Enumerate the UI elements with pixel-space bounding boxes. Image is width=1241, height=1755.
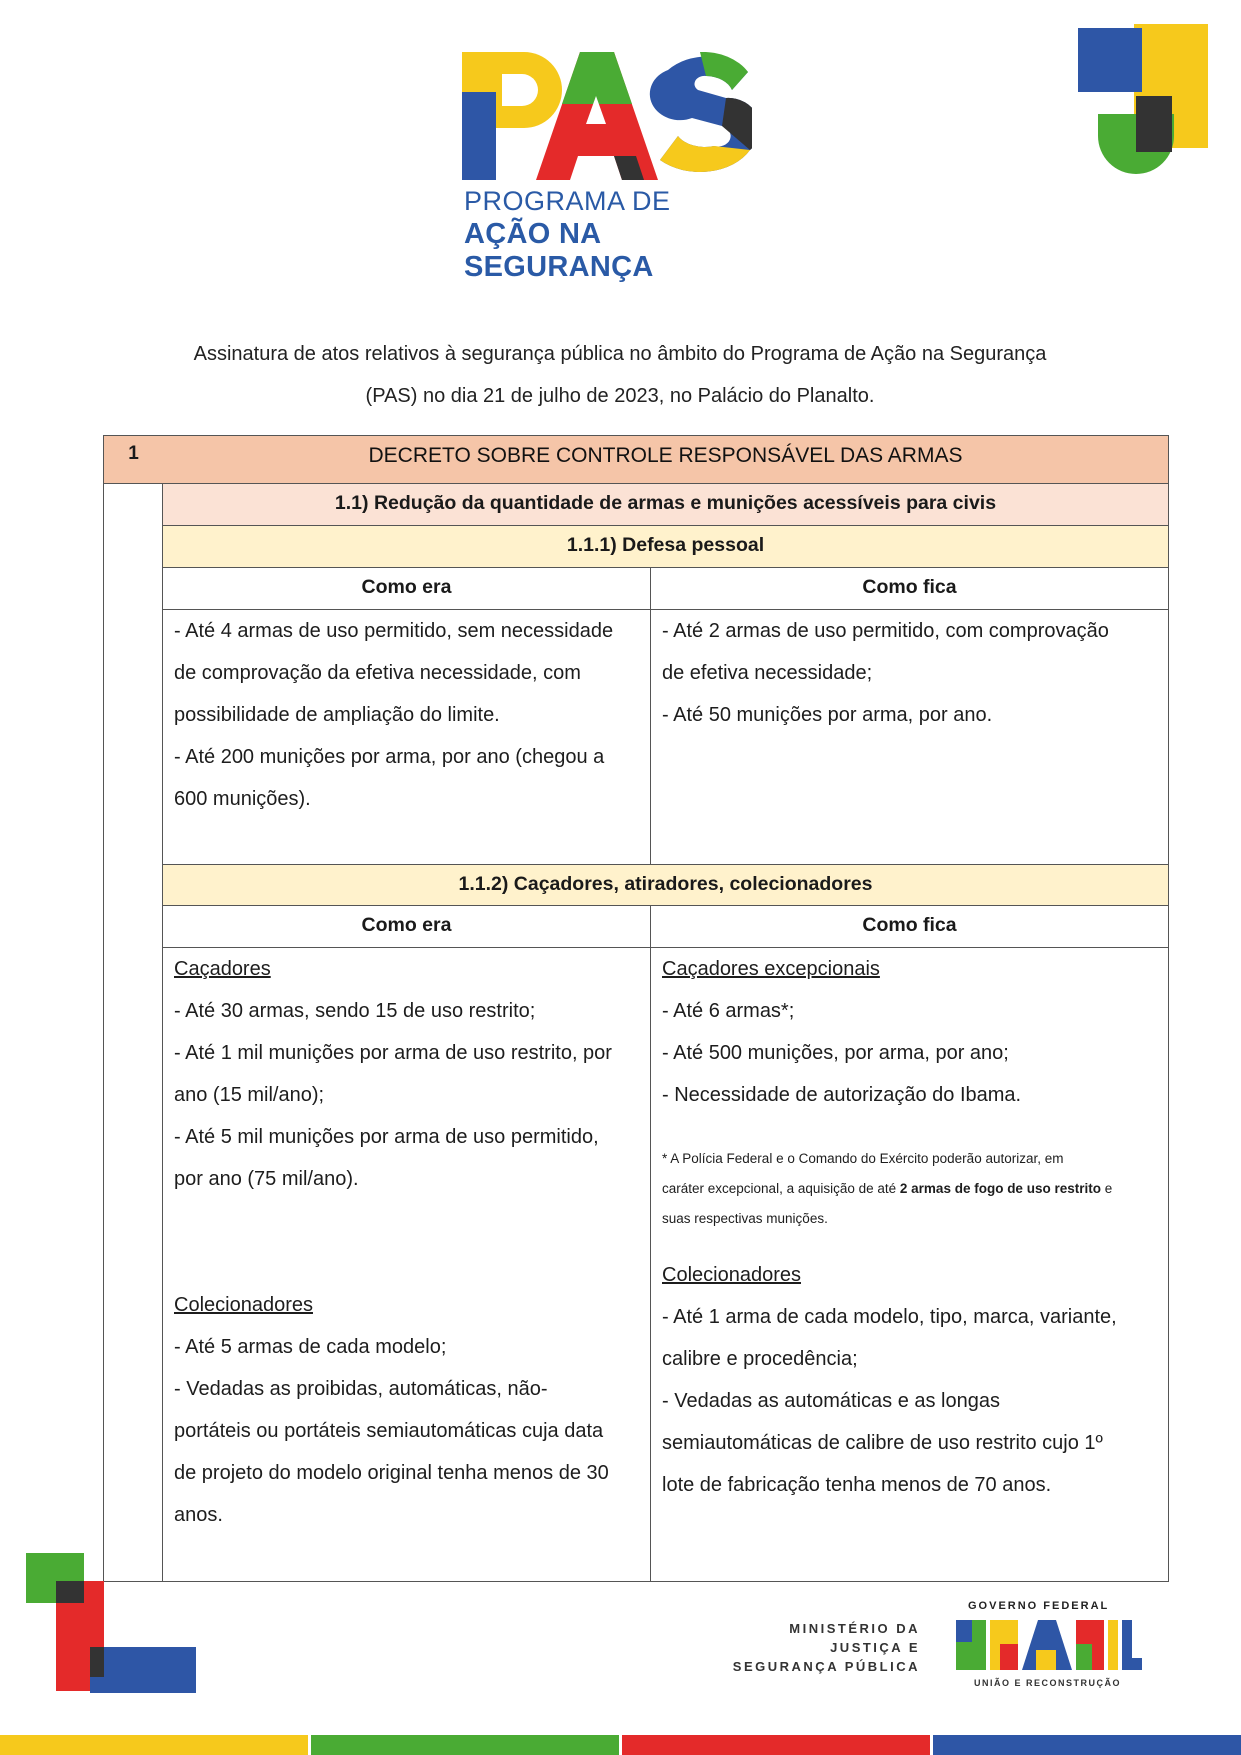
stripe-green (311, 1735, 622, 1755)
text-line: - Até 200 munições por arma, por ano (chegou a (174, 746, 605, 768)
text-line: - Até 1 arma de cada modelo, tipo, marca, variante, (662, 1306, 1117, 1328)
text-line: - Até 5 mil munições por arma de uso permitido, (174, 1126, 599, 1148)
stripe-yellow (0, 1735, 311, 1755)
decree-table (103, 435, 1169, 1582)
text-line: lote de fabricação tenha menos de 70 anos. (662, 1474, 1052, 1496)
footnote-line-2 (662, 1174, 1158, 1204)
text-line: - Até 50 munições por arma, por ano. (662, 704, 993, 726)
subsection-heading-2: 1.1.2) Caçadores, atiradores, colecionadores (163, 864, 1168, 906)
footnote-text: caráter excepcional, a aquisição de até (662, 1181, 900, 1196)
stripe-blue (933, 1735, 1241, 1755)
text-line: ano (15 mil/ano); (174, 1084, 325, 1106)
pas-logo-letters (462, 52, 752, 182)
text-line: portáteis ou portáteis semiautomáticas cuja data (174, 1420, 604, 1442)
text-line: - Vedadas as automáticas e as longas (662, 1390, 1000, 1412)
brasil-wordmark (952, 1614, 1142, 1676)
text-line: semiautomáticas de calibre de uso restrito cujo 1º (662, 1432, 1103, 1454)
section-heading: 1.1) Redução da quantidade de armas e munições acessíveis para civis (163, 484, 1168, 526)
stripe-red (622, 1735, 933, 1755)
text-line: - Até 4 armas de uso permitido, sem necessidade (174, 620, 614, 642)
text-line: por ano (75 mil/ano). (174, 1168, 359, 1190)
decorative-corner-bottom-left (26, 1553, 198, 1693)
text-line: - Até 500 munições, por arma, por ano; (662, 1042, 1009, 1064)
footnote (662, 1144, 1158, 1234)
intro-line-2: (PAS) no dia 21 de julho de 2023, no Palácio do Planalto. (365, 385, 875, 407)
number-column (104, 436, 163, 1581)
collectors-heading-after: Colecionadores (662, 1264, 801, 1286)
ministry-name (700, 1619, 920, 1676)
text-line: - Até 5 armas de cada modelo; (174, 1336, 447, 1358)
ministry-line-2: JUSTIÇA E (830, 1640, 920, 1655)
intro-line-1: Assinatura de atos relativos à segurança pública no âmbito do Programa de Ação na Segurança (193, 343, 1047, 365)
intro-text (150, 333, 1090, 417)
gov-top-text: GOVERNO FEDERAL (968, 1600, 1110, 1612)
after-cell-2 (651, 948, 1168, 1582)
footnote-line-1: * A Polícia Federal e o Comando do Exército poderão autorizar, em (662, 1151, 1064, 1166)
subsection-heading-1: 1.1.1) Defesa pessoal (163, 526, 1168, 568)
text-line: de efetiva necessidade; (662, 662, 873, 684)
decorative-corner-top-right (1078, 24, 1214, 176)
text-line: - Necessidade de autorização do Ibama. (662, 1084, 1022, 1106)
logo-line-1: PROGRAMA DE (464, 186, 671, 216)
text-line: - Até 6 armas*; (662, 1000, 795, 1022)
bottom-color-stripe (0, 1735, 1241, 1755)
ministry-line-1: MINISTÉRIO DA (789, 1621, 920, 1636)
before-cell-2 (163, 948, 651, 1582)
footnote-line-3: suas respectivas munições. (662, 1211, 828, 1226)
before-cell-1 (163, 610, 651, 864)
hunters-heading-before: Caçadores (174, 958, 271, 980)
decree-title: DECRETO SOBRE CONTROLE RESPONSÁVEL DAS ARMAS (163, 436, 1168, 484)
column-after-1: Como fica (651, 568, 1168, 610)
government-logo (952, 1600, 1152, 1692)
text-line: anos. (174, 1504, 223, 1526)
text-line: de comprovação da efetiva necessidade, com (174, 662, 581, 684)
text-line: - Até 30 armas, sendo 15 de uso restrito; (174, 1000, 536, 1022)
gov-bottom-text: UNIÃO E RECONSTRUÇÃO (974, 1678, 1122, 1688)
text-line: - Vedadas as proibidas, automáticas, não- (174, 1378, 548, 1400)
pas-logo (462, 52, 762, 283)
after-cell-1 (651, 610, 1168, 864)
collectors-heading-before: Colecionadores (174, 1294, 313, 1316)
text-line: 600 munições). (174, 788, 311, 810)
footnote-text: e (1100, 1181, 1113, 1196)
column-after-2: Como fica (651, 906, 1168, 948)
column-before-2: Como era (163, 906, 651, 948)
text-line: calibre e procedência; (662, 1348, 858, 1370)
text-line: de projeto do modelo original tenha menos de 30 (174, 1462, 609, 1484)
footnote-bold: 2 armas de fogo de uso restrito (899, 1181, 1101, 1196)
text-line: - Até 2 armas de uso permitido, com comprovação (662, 620, 1109, 642)
text-line: possibilidade de ampliação do limite. (174, 704, 500, 726)
item-number: 1 (104, 436, 163, 484)
text-line: - Até 1 mil munições por arma de uso restrito, por (174, 1042, 612, 1064)
logo-line-2: AÇÃO NA SEGURANÇA (464, 218, 654, 283)
column-before-1: Como era (163, 568, 651, 610)
ministry-line-3: SEGURANÇA PÚBLICA (732, 1659, 920, 1674)
hunters-heading-after: Caçadores excepcionais (662, 958, 880, 980)
